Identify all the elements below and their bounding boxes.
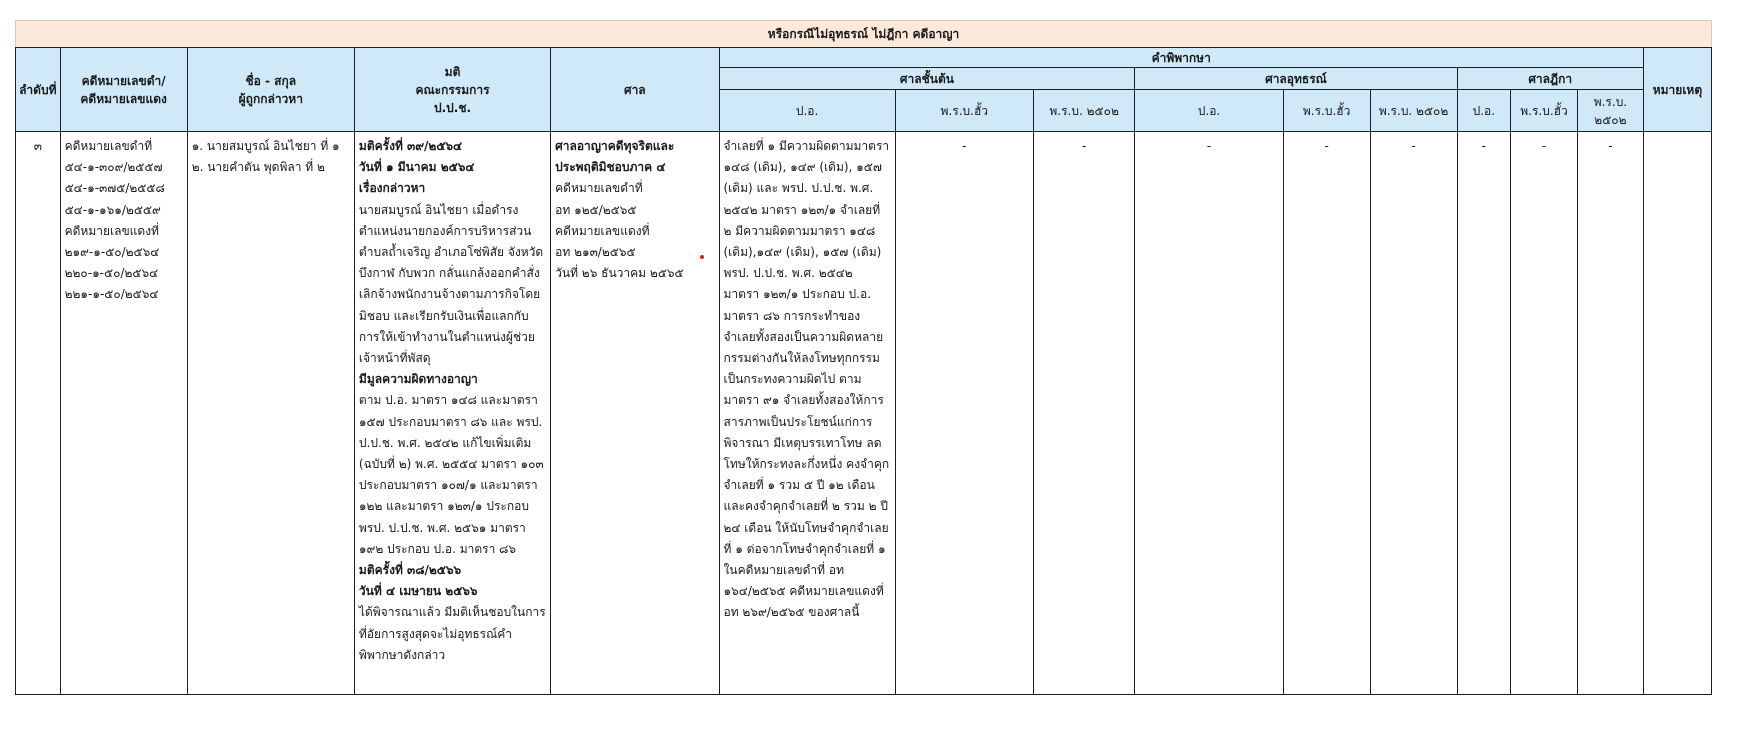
- header-appeal-porbor-2502: พ.ร.บ. ๒๕๐๒: [1370, 90, 1457, 132]
- resolution-accusation-label: เรื่องกล่าวหา: [358, 181, 426, 196]
- header-supreme-porbor-2502-line1: พ.ร.บ.: [1593, 94, 1628, 109]
- header-accused-line1: ชื่อ - สกุล: [245, 73, 297, 88]
- header-accused: [187, 48, 354, 132]
- resolution-final-text: ได้พิจารณาแล้ว มีมติเห็นชอบในการที่อัยการสูงสุดจะไม่อุทธรณ์คำพิพากษาดังกล่าว: [358, 605, 546, 662]
- header-case-no-line2: คดีหมายเลขแดง: [80, 91, 167, 106]
- resolution-guilt-text: ตาม ป.อ. มาตรา ๑๔๘ และมาตรา ๑๕๗ ประกอบมาตรา ๘๖ และ พรป. ป.ป.ช. พ.ศ. ๒๕๔๒ แก้ไขเพิ่มเติม (ฉบับที่ ๒) พ.ศ. ๒๕๕๔ มาตรา ๑๐๓ ประกอบมาตรา ๑๐๗/๑ และมาตรา ๑๒๒ และมาตรา ๑๒๓/๑ ประกอบ พรป. ป.ป.ช. พ.ศ. ๒๕๖๑ มาตรา ๑๙๒ ประกอบ ป.อ. มาตรา ๘๖: [358, 393, 544, 556]
- header-judgment: คำพิพากษา: [719, 48, 1643, 68]
- cell-accused: [187, 132, 354, 695]
- header-appeal-court: ศาลอุทธรณ์: [1135, 68, 1457, 90]
- case-red-no-1: ๒๑๙-๑-๕๐/๒๕๖๔: [64, 245, 160, 260]
- cell-first-porbor-2502: -: [1033, 132, 1134, 695]
- case-black-no-2: ๕๔-๑-๓๗๕/๒๕๕๘: [64, 181, 165, 196]
- cell-supreme-porbor-old: -: [1511, 132, 1578, 695]
- cell-supreme-porbor-2502: -: [1577, 132, 1643, 695]
- header-case-no-line1: คดีหมายเลขดำ/: [81, 73, 166, 88]
- table-banner-title: หรือกรณีไม่อุทธรณ์ ไม่ฎีกา คดีอาญา: [15, 20, 1712, 47]
- cell-appeal-porbor-2502: -: [1370, 132, 1457, 695]
- cell-first-porbor-old: -: [895, 132, 1033, 695]
- case-black-label: คดีหมายเลขดำที่: [64, 139, 153, 153]
- header-resolution-line2: คณะกรรมการ: [415, 82, 490, 97]
- resolution-guilt-label: มีมูลความผิดทางอาญา: [358, 372, 478, 387]
- judgment-table: [15, 47, 1712, 695]
- header-resolution: [354, 48, 550, 132]
- resolution-accusation-text: นายสมบูรณ์ อินไชยา เมื่อดำรงตำแหน่งนายกองค์การบริหารส่วนตำบลถ้ำเจริญ อำเภอโซ่พิสัย จังหวัดบึงกาฬ กับพวก กลั่นแกล้งออกคำสั่งเลิกจ้างพนักงานจ้างตามภารกิจโดยมิชอบ และเรียกรับเงินเพื่อแลกกับการให้เข้าทำงานในตำแหน่งผู้ช่วยเจ้าหน้าที่พัสดุ: [358, 202, 544, 366]
- cell-remarks: [1643, 132, 1711, 695]
- header-resolution-line1: มติ: [444, 64, 461, 79]
- header-supreme-porbor-2502: [1577, 90, 1643, 132]
- header-resolution-line3: ป.ป.ช.: [434, 100, 472, 115]
- court-name: ศาลอาญาคดีทุจริตและประพฤติมิชอบภาค ๔: [555, 139, 675, 175]
- header-supreme-porbor-2502-line2: ๒๕๐๒: [1594, 112, 1627, 127]
- resolution-meeting-1: มติครั้งที่ ๓๙/๒๕๖๔: [358, 139, 463, 153]
- red-marker-dot: [700, 255, 704, 259]
- header-first-porbor-old: พ.ร.บ.ฮั้ว: [895, 90, 1033, 132]
- header-first-po: ป.อ.: [719, 90, 895, 132]
- court-red-label: คดีหมายเลขแดงที่: [555, 223, 650, 238]
- header-court: ศาล: [551, 48, 719, 132]
- cell-court: [551, 132, 719, 695]
- header-seq: ลำดับที่: [16, 48, 61, 132]
- court-date: วันที่ ๒๖ ธันวาคม ๒๕๖๕: [555, 266, 684, 281]
- table-row: [16, 132, 1712, 695]
- resolution-date-2: วันที่ ๔ เมษายน ๒๕๖๖: [358, 584, 478, 599]
- cell-supreme-po: -: [1457, 132, 1511, 695]
- accused-2: ๒. นายคำตัน พุดพิลา ที่ ๒: [191, 160, 325, 175]
- header-supreme-po: ป.อ.: [1457, 90, 1511, 132]
- case-red-no-2: ๒๒๐-๑-๕๐/๒๕๖๔: [64, 266, 159, 281]
- resolution-meeting-2: มติครั้งที่ ๓๘/๒๕๖๖: [358, 563, 462, 578]
- court-black-label: คดีหมายเลขดำที่: [555, 181, 643, 196]
- header-remarks: หมายเหตุ: [1643, 48, 1711, 132]
- cell-appeal-porbor-old: -: [1283, 132, 1370, 695]
- header-appeal-po: ป.อ.: [1135, 90, 1283, 132]
- accused-1: ๑. นายสมบูรณ์ อินไชยา ที่ ๑: [191, 139, 340, 153]
- header-appeal-porbor-old: พ.ร.บ.ฮั้ว: [1283, 90, 1370, 132]
- case-black-no-1: ๕๔-๑-๓๐๙/๒๕๕๗: [64, 160, 163, 175]
- case-red-no-3: ๒๒๑-๑-๕๐/๒๕๖๔: [64, 287, 159, 302]
- resolution-date-1: วันที่ ๑ มีนาคม ๒๕๖๔: [358, 160, 475, 175]
- case-black-no-3: ๕๔-๑-๑๖๑/๒๕๕๙: [64, 202, 161, 217]
- case-red-label: คดีหมายเลขแดงที่: [64, 223, 159, 238]
- header-first-porbor-2502: พ.ร.บ. ๒๕๐๒: [1033, 90, 1134, 132]
- header-accused-line2: ผู้ถูกกล่าวหา: [238, 91, 303, 106]
- header-supreme-porbor-old: พ.ร.บ.ฮั้ว: [1511, 90, 1578, 132]
- header-supreme-court: ศาลฎีกา: [1457, 68, 1643, 90]
- sheet: [15, 20, 1712, 695]
- cell-seq: ๓: [16, 132, 61, 695]
- cell-case-no: [60, 132, 187, 695]
- court-red-no: อท ๒๑๓/๒๕๖๕: [555, 245, 636, 260]
- header-case-no: [60, 48, 187, 132]
- header-first-instance: ศาลชั้นต้น: [719, 68, 1135, 90]
- court-black-no: อท ๑๒๕/๒๕๖๕: [555, 202, 637, 217]
- cell-appeal-po: -: [1135, 132, 1283, 695]
- cell-resolution: [354, 132, 550, 695]
- cell-first-po: จำเลยที่ ๑ มีความผิดตามมาตรา ๑๔๘ (เดิม), ๑๔๙ (เดิม), ๑๕๗ (เดิม) และ พรป. ป.ป.ช. พ.ศ. ๒๕๔๒ มาตรา ๑๒๓/๑ จำเลยที่ ๒ มีความผิดตามมาตรา ๑๔๘ (เดิม),๑๔๙ (เดิม), ๑๕๗ (เดิม) พรป. ป.ป.ช. พ.ศ. ๒๕๔๒ มาตรา ๑๒๓/๑ ประกอบ ป.อ. มาตรา ๘๖ การกระทำของจำเลยทั้งสองเป็นความผิดหลายกรรมต่างกันให้ลงโทษทุกกรรมเป็นกระทงความผิดไป ตามมาตรา ๙๑ จำเลยทั้งสองให้การสารภาพเป็นประโยชน์แก่การพิจารณา มีเหตุบรรเทาโทษ ลดโทษให้กระทงละกึ่งหนึ่ง คงจำคุกจำเลยที่ ๑ รวม ๕ ปี ๑๒ เดือน และคงจำคุกจำเลยที่ ๒ รวม ๒ ปี ๒๔ เดือน ให้นับโทษจำคุกจำเลยที่ ๑ ต่อจากโทษจำคุกจำเลยที่ ๑ ในคดีหมายเลขดำที่ อท ๑๖๔/๒๕๖๕ คดีหมายเลขแดงที่ อท ๒๖๙/๒๕๖๕ ของศาลนี้: [719, 132, 895, 695]
